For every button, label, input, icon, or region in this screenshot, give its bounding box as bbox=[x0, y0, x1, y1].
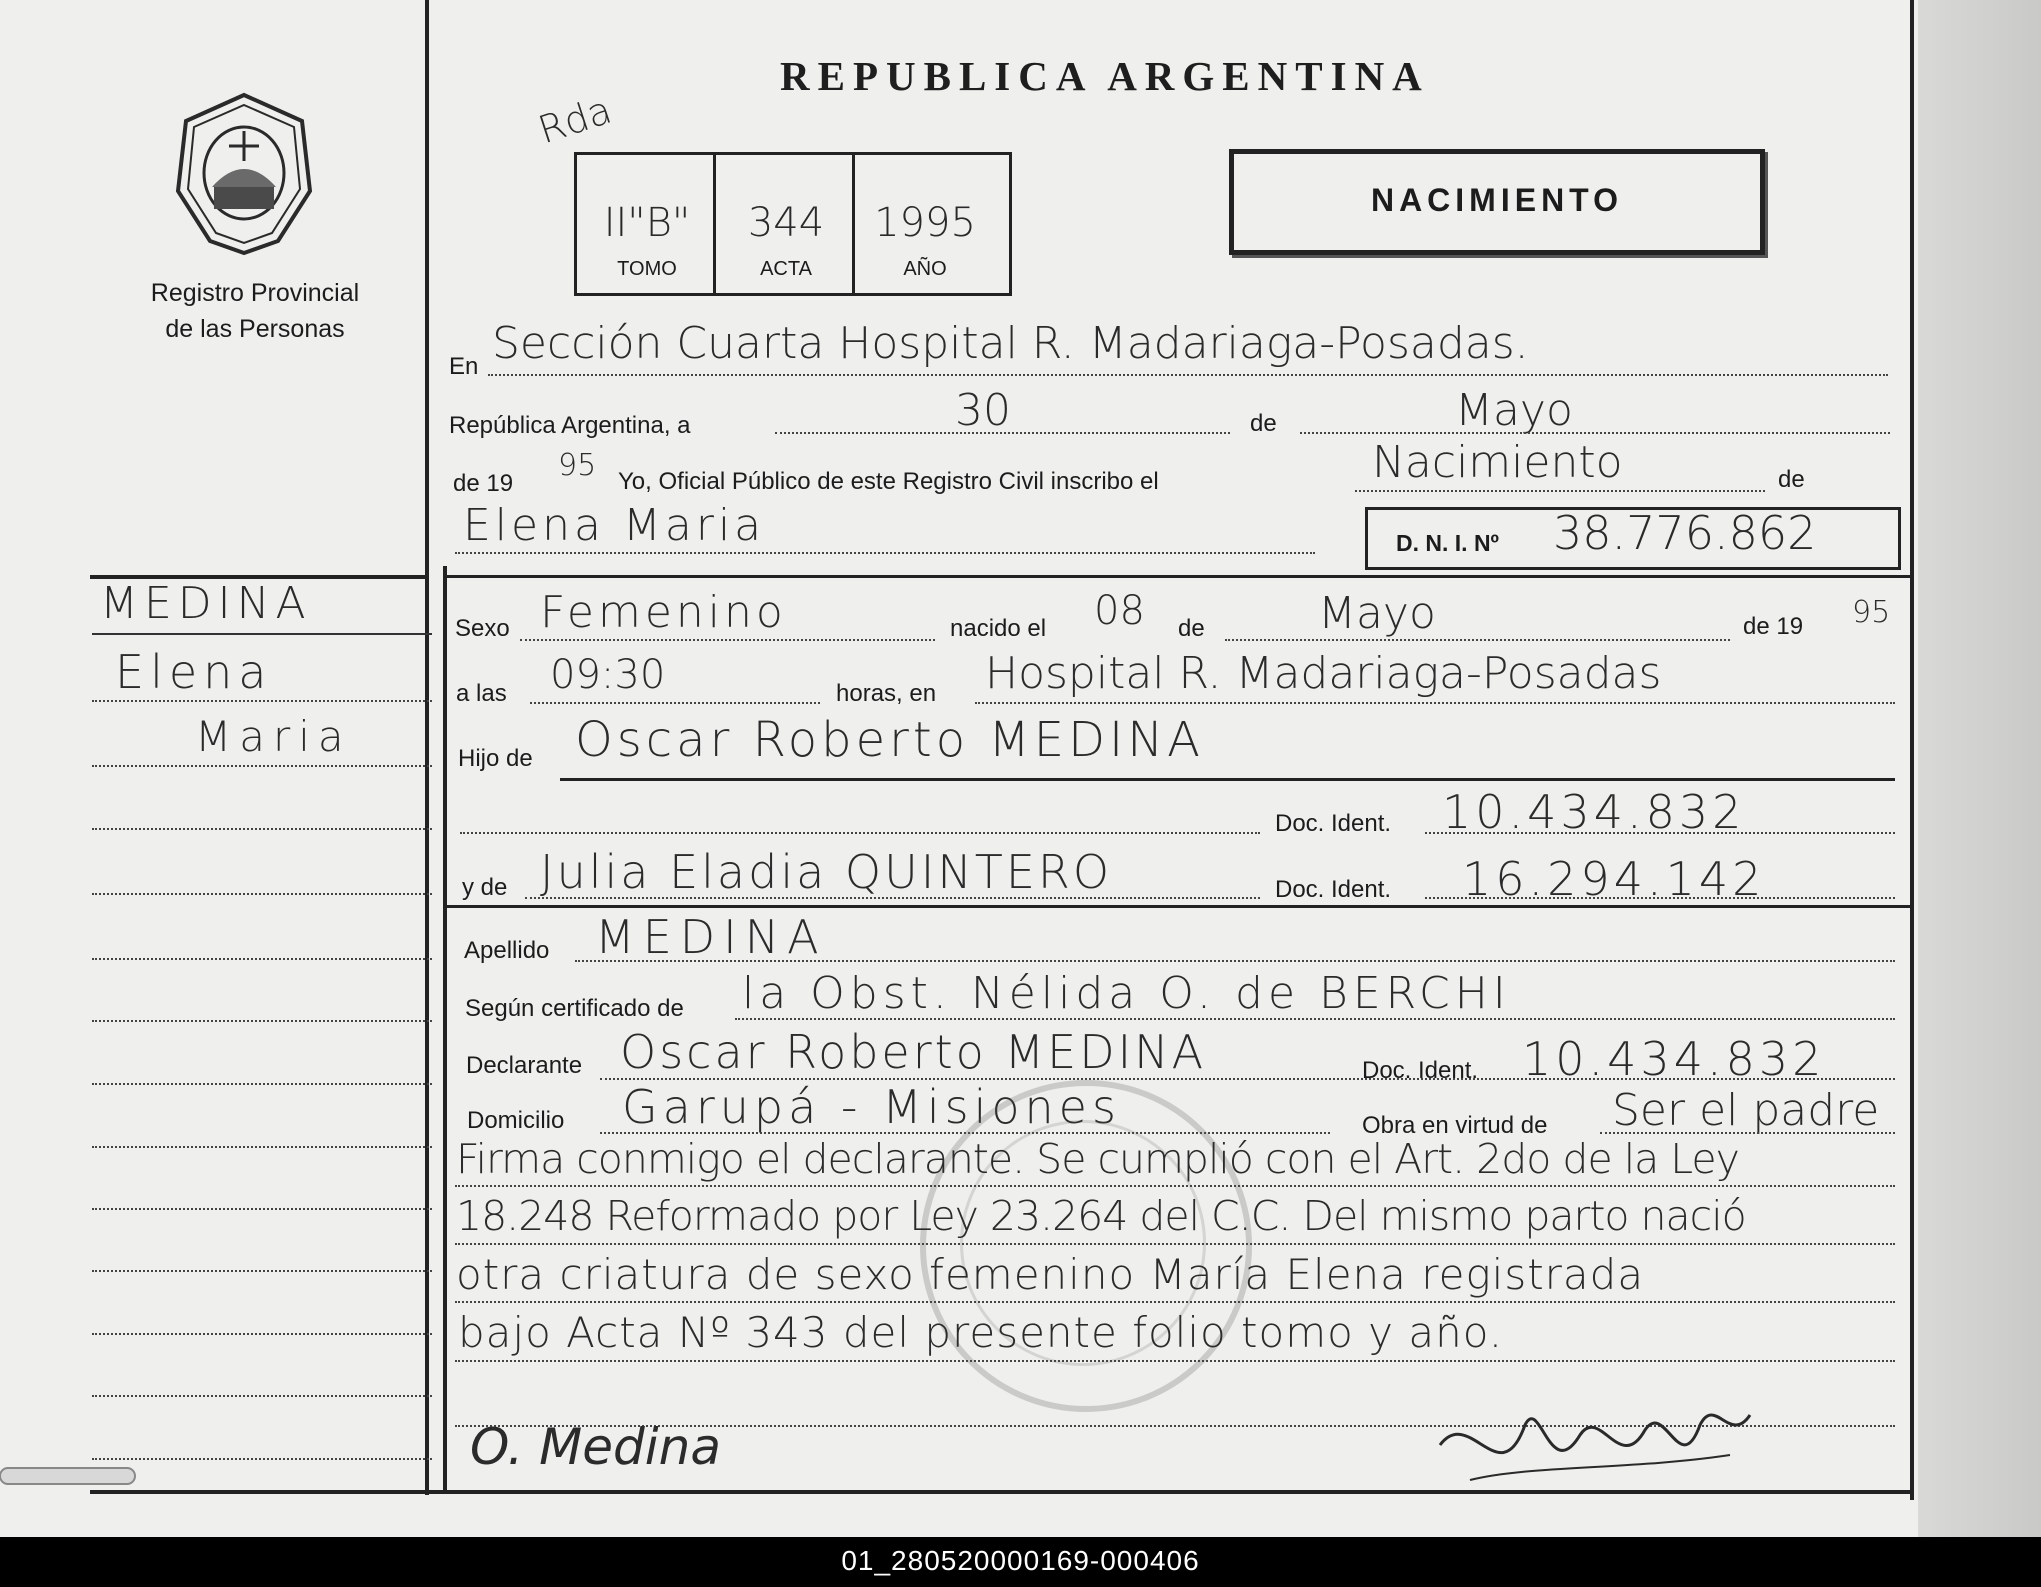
record-type-box bbox=[1229, 149, 1765, 255]
dotted-line bbox=[455, 1360, 1895, 1362]
obra-label: Obra en virtud de bbox=[1362, 1112, 1548, 1139]
dotted-line bbox=[455, 552, 1315, 554]
scan-code: 01_280520000169-000406 bbox=[841, 1545, 1200, 1576]
dotted-line bbox=[735, 1018, 1895, 1020]
apellido-value: MEDINA bbox=[595, 910, 827, 964]
declarante-label: Declarante bbox=[466, 1052, 583, 1079]
sexo-value: Femenino bbox=[540, 587, 787, 638]
margin-line bbox=[92, 893, 432, 895]
dotted-line bbox=[488, 374, 1888, 376]
dotted-line bbox=[455, 1185, 1895, 1187]
acta-cell bbox=[716, 155, 855, 293]
record-type: NACIMIENTO bbox=[1370, 182, 1624, 218]
year-prefix: de 19 bbox=[453, 470, 514, 497]
sexo-label: Sexo bbox=[455, 615, 510, 642]
month-value: Mayo bbox=[1455, 385, 1573, 436]
margin-line bbox=[92, 1270, 432, 1272]
margin-line bbox=[92, 1083, 432, 1085]
acta-value: 344 bbox=[747, 200, 825, 246]
margin-line bbox=[92, 828, 432, 830]
margin-note: Rda bbox=[533, 87, 617, 153]
birth-year: 95 bbox=[1852, 595, 1891, 630]
dotted-line bbox=[575, 960, 1895, 962]
dotted-line bbox=[975, 702, 1895, 704]
margin-line bbox=[92, 1333, 432, 1335]
note-line-1: Firma conmigo el declarante. Se cumplió con el Art. 2do de la Ley bbox=[456, 1135, 1739, 1183]
frame-rule bbox=[1910, 0, 1914, 1500]
officer-signature-icon bbox=[1430, 1385, 1760, 1505]
section-rule bbox=[447, 905, 1911, 908]
inscribe-value: Nacimiento bbox=[1372, 437, 1623, 488]
dotted-line bbox=[1425, 897, 1895, 899]
note-line-3: otra criatura de sexo femenino María Elena registrada bbox=[456, 1250, 1645, 1299]
father-doc-label: Doc. Ident. bbox=[1275, 810, 1392, 837]
dotted-line bbox=[1600, 1132, 1895, 1134]
dotted-line bbox=[1355, 490, 1765, 492]
anio-cell bbox=[855, 155, 1005, 293]
de-label-2: de bbox=[1778, 466, 1805, 493]
margin-name-1: Elena bbox=[115, 645, 273, 699]
declarante-value: Oscar Roberto MEDINA bbox=[620, 1025, 1207, 1079]
margin-line bbox=[92, 633, 432, 635]
name-rule bbox=[560, 778, 1895, 781]
day-value: 30 bbox=[955, 385, 1011, 436]
dotted-line bbox=[460, 832, 1260, 834]
tomo-cell bbox=[577, 155, 716, 293]
registry-line-2: de las Personas bbox=[165, 315, 345, 343]
father-doc: 10.434.832 bbox=[1442, 785, 1746, 839]
anio-label: AÑO bbox=[903, 258, 947, 280]
nacido-label: nacido el bbox=[950, 615, 1047, 642]
acta-label: ACTA bbox=[760, 258, 812, 280]
document-title: REPUBLICA ARGENTINA bbox=[780, 53, 1430, 99]
birth-time: 09:30 bbox=[550, 652, 666, 698]
note-line-4: bajo Acta Nº 343 del presente folio tomo y año. bbox=[458, 1308, 1504, 1357]
tomo-label: TOMO bbox=[617, 258, 677, 280]
certificado-value: la Obst. Nélida O. de BERCHI bbox=[742, 968, 1511, 1019]
horas-label: horas, en bbox=[836, 680, 937, 707]
birth-month: Mayo bbox=[1318, 588, 1436, 639]
mother-name: Julia Eladia QUINTERO bbox=[540, 845, 1113, 899]
frame-rule bbox=[443, 566, 447, 1492]
dni-value: 38.776.862 bbox=[1553, 506, 1817, 560]
section-rule bbox=[447, 575, 1911, 578]
dotted-line bbox=[1225, 639, 1730, 641]
obra-value: Ser el padre bbox=[1612, 1085, 1880, 1136]
scan-footer bbox=[0, 1537, 2041, 1587]
domicilio-label: Domicilio bbox=[467, 1107, 565, 1134]
dotted-line bbox=[530, 702, 820, 704]
dni-box bbox=[1365, 507, 1901, 570]
anio-value: 1995 bbox=[874, 200, 976, 246]
margin-line bbox=[92, 958, 432, 960]
tomo-value: II"B" bbox=[603, 200, 691, 246]
declarante-signature: O. Medina bbox=[470, 1418, 721, 1476]
birth-day: 08 bbox=[1094, 588, 1145, 634]
hijo-label: Hijo de bbox=[458, 745, 533, 772]
margin-name-2: Maria bbox=[195, 712, 352, 761]
domicilio-value: Garupá - Misiones bbox=[622, 1080, 1121, 1134]
segun-label: Según certificado de bbox=[465, 995, 684, 1022]
provincial-seal-icon bbox=[174, 91, 314, 257]
yde-label: y de bbox=[462, 874, 508, 901]
oficial-text: Yo, Oficial Público de este Registro Civil inscribo el bbox=[618, 468, 1159, 495]
margin-line bbox=[92, 1458, 432, 1460]
dotted-line bbox=[525, 897, 1260, 899]
name-value: Elena Maria bbox=[463, 500, 766, 551]
dotted-line bbox=[775, 432, 1230, 434]
birth-place: Hospital R. Madariaga-Posadas bbox=[985, 648, 1662, 699]
de-label: de bbox=[1250, 410, 1277, 437]
republica-label: República Argentina, a bbox=[449, 412, 691, 439]
note-line-2: 18.248 Reformado por Ley 23.264 del C.C. Del mismo parto nació bbox=[456, 1192, 1746, 1240]
declarante-doc: 10.434.832 bbox=[1522, 1032, 1826, 1086]
registry-name bbox=[110, 275, 400, 347]
mother-doc-label: Doc. Ident. bbox=[1275, 876, 1392, 903]
de19-label: de 19 bbox=[1743, 613, 1804, 640]
alas-label: a las bbox=[456, 680, 507, 707]
margin-line bbox=[92, 1146, 432, 1148]
registry-line-1: Registro Provincial bbox=[150, 279, 360, 307]
margin-line bbox=[92, 700, 432, 702]
binding-ring-icon bbox=[0, 1462, 140, 1492]
margin-line bbox=[92, 1208, 432, 1210]
margin-line bbox=[92, 1020, 432, 1022]
margin-line bbox=[92, 765, 432, 767]
mother-doc: 16.294.142 bbox=[1462, 852, 1766, 906]
dotted-line bbox=[455, 1301, 1895, 1303]
en-label: En bbox=[449, 353, 479, 380]
dotted-line bbox=[520, 639, 935, 641]
page-edge bbox=[1918, 0, 2041, 1537]
dni-label: D. N. I. Nº bbox=[1396, 530, 1499, 556]
record-number-box bbox=[574, 152, 1012, 296]
de-label-3: de bbox=[1178, 615, 1205, 642]
margin-line bbox=[92, 1395, 432, 1397]
en-value: Sección Cuarta Hospital R. Madariaga-Posadas. bbox=[492, 318, 1529, 369]
dotted-line bbox=[455, 1243, 1895, 1245]
year-suffix: 95 bbox=[558, 448, 597, 483]
dotted-line bbox=[1300, 432, 1890, 434]
declarante-doc-label: Doc. Ident. bbox=[1362, 1057, 1479, 1084]
margin-surname: MEDINA bbox=[100, 578, 312, 629]
father-name: Oscar Roberto MEDINA bbox=[575, 712, 1204, 768]
dotted-line bbox=[1425, 832, 1895, 834]
apellido-label: Apellido bbox=[464, 937, 550, 964]
